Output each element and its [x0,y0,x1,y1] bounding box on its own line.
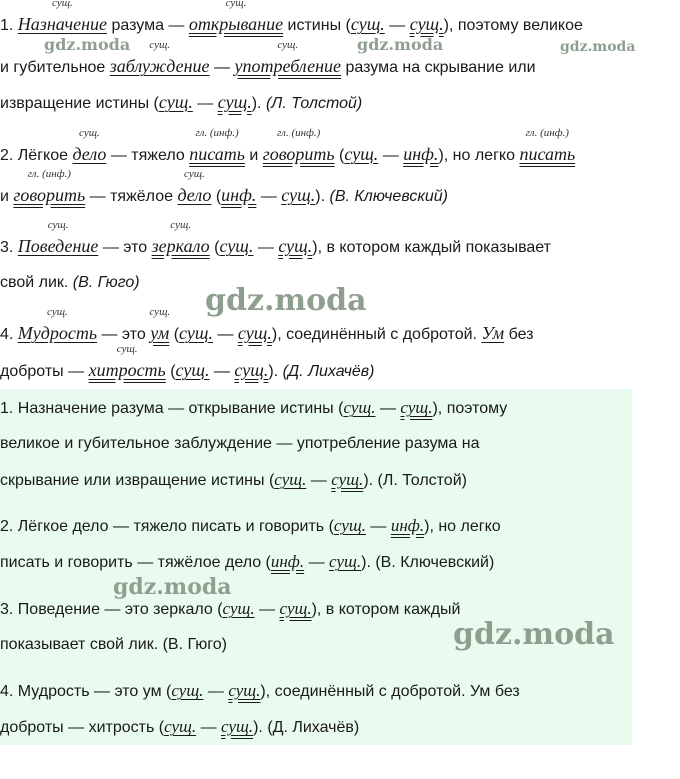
abbr-noun: сущ. [279,599,312,618]
text: 3. Поведение — это зеркало ( [0,601,223,618]
abbr-noun: сущ. [400,398,433,417]
dash: — [213,363,230,380]
b1-line2 [0,433,479,455]
sup-noun: сущ. [184,168,205,180]
dash: — [214,59,230,76]
watermark: gdz.moda [453,617,615,652]
s2-word-govorit: гл. (инф.) говорить [262,127,335,164]
sup-noun: сущ. [149,306,171,318]
dash: — [389,17,406,34]
text: ( [215,188,222,205]
abbr-noun: сущ. [350,14,385,34]
dash: — [217,326,234,343]
text: ), поэтому великое [443,17,583,34]
dash: — [370,518,387,535]
abbr-noun: сущ. [274,470,307,489]
abbr-noun: сущ. [221,717,254,736]
abbr-noun: сущ. [219,236,254,256]
s2-word-delo-2: сущ. дело [177,168,212,205]
s3-line2 [0,272,140,294]
abbr-noun: сущ. [331,470,364,489]
abbr-noun: сущ. [158,92,193,112]
b3-line1 [0,598,460,621]
text: скрывание или извращение истины ( [0,472,275,489]
text: ). (Л. Толстой) [363,472,467,489]
text: свой лик. [0,274,69,291]
text: и [249,147,259,164]
sup-noun: сущ. [277,39,299,51]
abbr-noun: сущ. [179,323,213,343]
sup-verb: гл. (инф.) [525,127,569,139]
s1-line3 [0,91,362,115]
abbr-inf: инф. [270,552,305,571]
watermark: gdz.moda [113,574,232,600]
watermark: gdz.moda [205,283,367,318]
sup-verb: гл. (инф.) [27,168,71,180]
s2-word-delo: сущ. дело [72,127,107,164]
text: извращение истины ( [0,95,159,112]
text: и губительное [0,59,106,76]
s2-number: 2. Лёгкое [0,147,68,164]
text: ), соединённый с добротой. [271,326,477,343]
text: ), но легко [438,147,515,164]
author: (Д. Лихачёв) [282,363,375,380]
text: — это [101,326,146,343]
author: (Л. Толстой) [265,95,363,112]
s4-line1 [0,306,534,346]
s2-word-govorit-2: гл. (инф.) говорить [13,168,86,205]
s1-word-naznachenie: сущ. Назначение [17,0,108,34]
s3-number: 3. [0,239,14,256]
b1-line3 [0,469,467,492]
abbr-inf: инф. [390,516,425,535]
b2-line2 [0,551,494,574]
s2-line2 [0,168,448,208]
abbr-inf: инф. [221,185,257,205]
text: писать и говорить — тяжёлое дело ( [0,554,271,571]
s3-line1 [0,219,551,259]
text: 2. Лёгкое дело — тяжело писать и говорить ( [0,518,334,535]
b3-line2 [0,634,227,656]
b4-line2 [0,716,359,739]
text: ), но легко [424,518,501,535]
s1-word-otkryvanie: сущ. открывание [188,0,284,34]
sup-noun: сущ. [116,343,138,355]
sup-noun: сущ. [225,0,247,9]
abbr-noun: сущ. [237,323,272,343]
s4-word-um: сущ. ум [149,306,171,343]
text: ), поэтому [432,400,508,417]
s1-number: 1. [0,17,14,34]
abbr-inf: инф. [403,144,439,164]
text: — это [102,239,148,256]
text: показывает свой лик. (В. Гюго) [0,636,227,653]
abbr-noun: сущ. [171,681,204,700]
text: 4. Мудрость — это ум ( [0,683,172,700]
text: ), соединённый с добротой. Ум без [260,683,520,700]
dash: — [308,554,325,571]
s1-word-zabluzhdenie: сущ. заблуждение [109,39,210,76]
text: ( [170,363,176,380]
text: ( [173,326,180,343]
text: доброты — [0,363,85,380]
sup-verb: гл. (инф.) [277,127,321,139]
abbr-noun: сущ. [344,144,379,164]
abbr-noun: сущ. [278,236,313,256]
text: ). [315,188,326,205]
sup-noun: сущ. [79,127,100,139]
s3-word-zerkalo: сущ. зеркало [151,219,210,256]
b1-line1 [0,397,507,420]
text: разума на скрывание или [345,59,536,76]
watermark: gdz.moda [357,35,444,54]
text: — тяжёлое [89,188,173,205]
author: (В. Ключевский) [329,188,448,205]
text: и [0,188,9,205]
dash: — [257,239,274,256]
s4-line2 [0,343,375,383]
sup-noun: сущ. [149,39,171,51]
text: ). (Д. Лихачёв) [253,719,360,736]
dash: — [259,601,276,618]
s2-line1 [0,127,576,167]
text: — тяжело [110,147,185,164]
text: ). (В. Ключевский) [361,554,495,571]
sup-noun: сущ. [52,0,73,9]
abbr-noun: сущ. [333,516,366,535]
b4-line1 [0,680,520,703]
text: истины ( [287,17,351,34]
text: без [508,326,534,343]
text: 1. Назначение разума — открывание истины ( [0,400,344,417]
s4-word-mudrost: сущ. Мудрость [17,306,98,343]
abbr-noun: сущ. [281,185,316,205]
s3-word-povedenie: сущ. Поведение [17,219,99,256]
author: (В. Гюго) [72,274,140,291]
text: ), в котором каждый показывает [312,239,551,256]
text: разума — [111,17,185,34]
text: ( [339,147,345,164]
dash: — [382,147,399,164]
text: ). [268,363,279,380]
abbr-noun: сущ. [228,681,261,700]
s1-word-upotreblenie: сущ. употребление [234,39,342,76]
abbr-noun: сущ. [234,360,269,380]
text: доброты — хитрость ( [0,719,165,736]
s2-word-pisat-2: гл. (инф.) писать [519,127,576,164]
text: ). [251,95,262,112]
dash: — [310,472,327,489]
dash: — [260,188,277,205]
abbr-noun: сущ. [409,14,444,34]
abbr-noun: сущ. [222,599,255,618]
sup-verb: гл. (инф.) [195,127,239,139]
abbr-noun: сущ. [217,92,252,112]
watermark: gdz.moda [44,35,131,54]
text: ( [214,239,220,256]
abbr-noun: сущ. [329,552,362,571]
abbr-noun: сущ. [175,360,210,380]
dash: — [197,95,214,112]
sup-noun: сущ. [170,219,192,231]
text: ), в котором каждый [311,601,461,618]
s4-word-um-2: Ум [481,323,505,343]
sup-noun: сущ. [47,306,68,318]
sup-noun: сущ. [47,219,69,231]
s2-word-pisat: гл. (инф.) писать [189,127,245,164]
s4-number: 4. [0,326,14,343]
dash: — [207,683,224,700]
watermark: gdz.moda [560,39,636,55]
text: великое и губительное заблуждение — употребление разума на [0,435,480,452]
s1-line1 [0,0,583,37]
s4-word-hitrost: сущ. хитрость [88,343,166,380]
dash: — [379,400,396,417]
abbr-noun: сущ. [343,398,376,417]
dash: — [200,719,217,736]
b2-line1 [0,515,501,538]
abbr-noun: сущ. [164,717,197,736]
